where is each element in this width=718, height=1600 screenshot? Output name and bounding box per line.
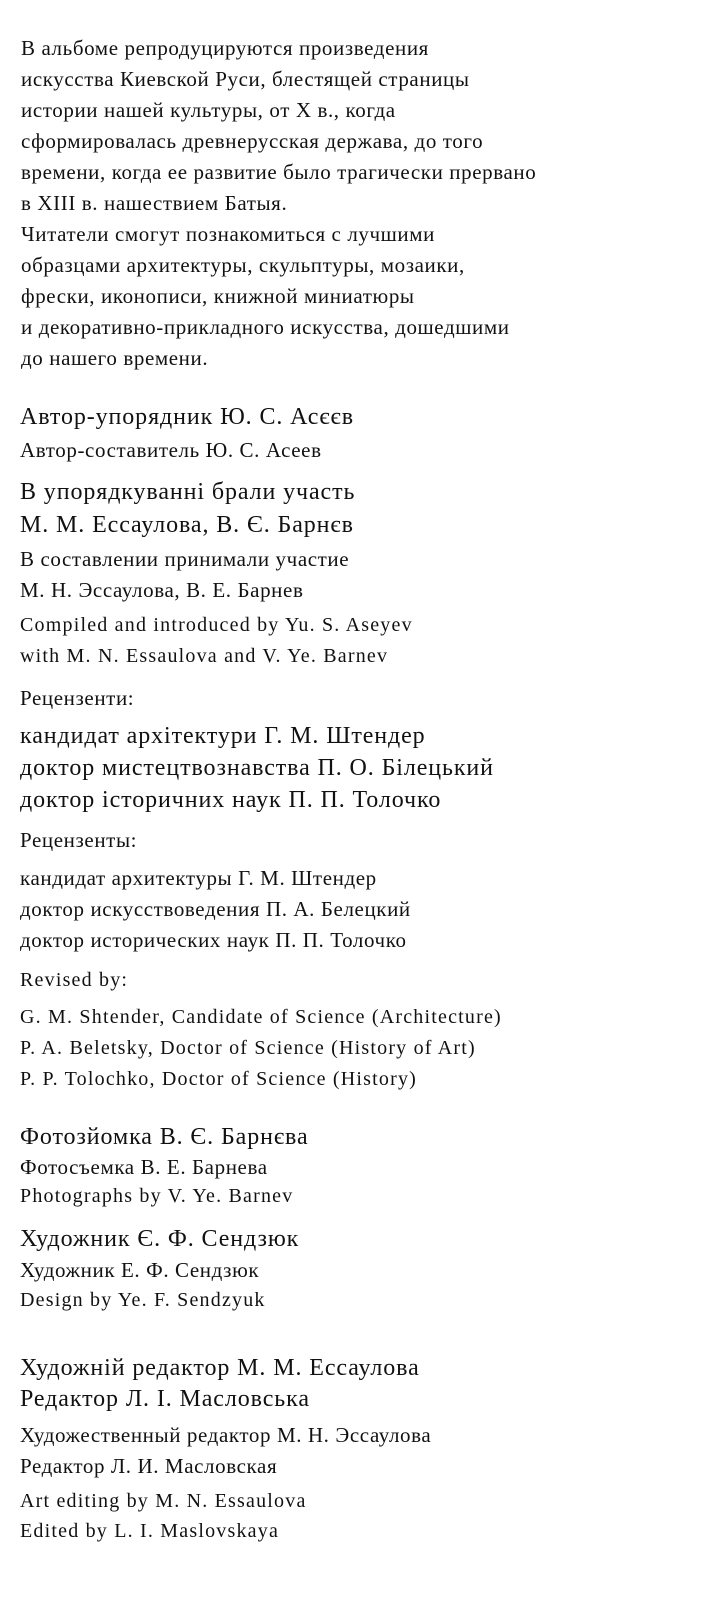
editor-ru: Редактор Л. И. Масловская bbox=[20, 1454, 278, 1478]
reviewer-uk-line: доктор історичних наук П. П. Толочко bbox=[20, 787, 442, 813]
intro-line: образцами архитектуры, скульптуры, мозаики, bbox=[21, 253, 465, 277]
intro-line: фрески, иконописи, книжной миниатюры bbox=[21, 284, 415, 308]
art-editor-ru: Художественный редактор М. Н. Эссаулова bbox=[20, 1423, 432, 1447]
participants-en-1: Compiled and introduced by Yu. S. Aseyev bbox=[20, 614, 413, 636]
design-en: Design by Ye. F. Sendzyuk bbox=[20, 1289, 266, 1311]
editor-en: Edited by L. I. Maslovskaya bbox=[20, 1520, 280, 1542]
intro-line: Читатели смогут познакомиться с лучшими bbox=[21, 222, 436, 246]
editor-uk: Редактор Л. І. Масловська bbox=[20, 1386, 310, 1412]
reviewers-uk-heading: Рецензенти: bbox=[20, 686, 135, 710]
intro-line: В альбоме репродуцируются произведения bbox=[21, 36, 429, 60]
intro-line: до нашего времени. bbox=[21, 346, 209, 370]
design-ru: Художник Е. Ф. Сендзюк bbox=[20, 1258, 260, 1282]
reviewer-ru-line: доктор исторических наук П. П. Толочко bbox=[20, 928, 407, 952]
intro-line: истории нашей культуры, от X в., когда bbox=[21, 98, 396, 122]
photo-uk: Фотозйомка В. Є. Барнєва bbox=[20, 1124, 309, 1150]
participants-en-2: with M. N. Essaulova and V. Ye. Barnev bbox=[20, 645, 389, 667]
participants-ru-heading: В составлении принимали участие bbox=[20, 547, 350, 571]
reviewer-en-line: G. M. Shtender, Candidate of Science (Architecture) bbox=[20, 1006, 502, 1028]
photo-ru: Фотосъемка В. Е. Барнева bbox=[20, 1155, 268, 1179]
intro-line: и декоративно-прикладного искусства, дошедшими bbox=[21, 315, 510, 339]
reviewer-uk-line: доктор мистецтвознавства П. О. Білецький bbox=[20, 755, 494, 781]
intro-line: искусства Киевской Руси, блестящей страницы bbox=[21, 67, 470, 91]
intro-line: в XIII в. нашествием Батыя. bbox=[21, 191, 288, 215]
art-editor-en: Art editing by M. N. Essaulova bbox=[20, 1490, 307, 1512]
reviewer-uk-line: кандидат архітектури Г. М. Штендер bbox=[20, 723, 426, 749]
compiler-ru: Автор-составитель Ю. С. Асеев bbox=[20, 438, 322, 462]
reviewer-en-line: P. P. Tolochko, Doctor of Science (History) bbox=[20, 1068, 418, 1090]
reviewer-ru-line: доктор искусствоведения П. А. Белецкий bbox=[20, 897, 411, 921]
intro-line: сформировалась древнерусская держава, до того bbox=[21, 129, 484, 153]
reviewer-ru-line: кандидат архитектуры Г. М. Штендер bbox=[20, 866, 377, 890]
photo-en: Photographs by V. Ye. Barnev bbox=[20, 1185, 294, 1207]
compiler-uk: Автор-упорядник Ю. С. Асєєв bbox=[20, 404, 354, 430]
reviewers-ru-heading: Рецензенты: bbox=[20, 828, 138, 852]
reviewer-en-line: P. A. Beletsky, Doctor of Science (History of Art) bbox=[20, 1037, 476, 1059]
design-uk: Художник Є. Ф. Сендзюк bbox=[20, 1226, 300, 1252]
participants-uk-names: М. М. Ессаулова, В. Є. Барнєв bbox=[20, 512, 354, 538]
reviewers-en-heading: Revised by: bbox=[20, 969, 129, 991]
intro-line: времени, когда ее развитие было трагически прервано bbox=[21, 160, 537, 184]
participants-ru-names: М. Н. Эссаулова, В. Е. Барнев bbox=[20, 578, 304, 602]
participants-uk-heading: В упорядкуванні брали участь bbox=[20, 479, 356, 505]
art-editor-uk: Художній редактор М. М. Ессаулова bbox=[20, 1355, 420, 1381]
